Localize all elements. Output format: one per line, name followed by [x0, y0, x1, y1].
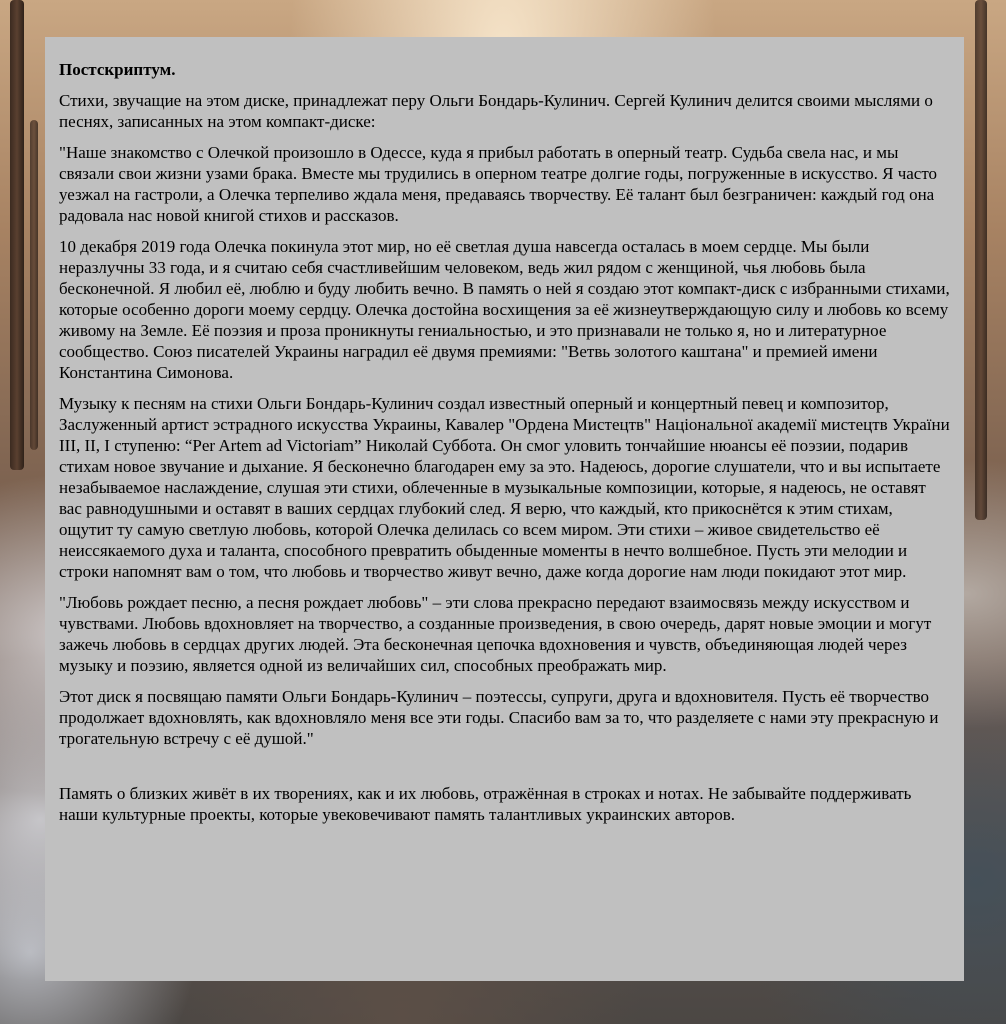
background-tree-left: [10, 0, 24, 470]
background-tree-right: [975, 0, 987, 520]
article-paragraph-4: "Любовь рождает песню, а песня рождает любовь" – эти слова прекрасно передают взаимосвязь между искусством и чувствами. Любовь вдохновляет на творчество, а созданные произведения, в свою очередь, дарят новые эмоции и могут зажечь любовь в сердцах других людей. Эта бесконечная цепочка вдохновения и чувств, объединяющая людей через музыку и поэзию, является одной из величайших сил, способных преображать мир.: [59, 593, 932, 675]
article-paragraph-3: Музыку к песням на стихи Ольги Бондарь-Кулинич создал известный оперный и концертный певец и композитор, Заслуженный артист эстрадного искусства Украины, Кавалер "Ордена Мистецтв" Національної академії мистецтв України III, II, I ступеню: “Per Artem ad Victoriam” Николай Суббота. Он смог уловить тончайшие нюансы её поэзии, подарив стихам новое звучание и дыхание. Я бесконечно благодарен ему за это. Надеюсь, дорогие слушатели, что и вы испытаете незабываемое наслаждение, слушая эти стихи, облеченные в музыкальные композиции, которые, я надеюсь, не оставят вас равнодушными и оставят в ваших сердцах глубокий след. Я верю, что каждый, кто прикоснётся к этим стихам, ощутит ту самую светлую любовь, которой Олечка делилась со всем миром. Эти стихи – живое свидетельство её неиссякаемого духа и таланта, способного превратить обыденные моменты в нечто волшебное. Пусть эти мелодии и строки напомнят вам о том, что любовь и творчество живут вечно, даже когда дорогие нам люди покидают этот мир.: [59, 394, 950, 581]
text-panel: [45, 37, 964, 981]
article-paragraph-5: Этот диск я посвящаю памяти Ольги Бондарь-Кулинич – поэтессы, супруги, друга и вдохновителя. Пусть её творчество продолжает вдохновлять, как вдохновляло меня все эти годы. Спасибо вам за то, что разделяете с нами эту прекрасную и трогательную встречу с её душой.": [59, 687, 939, 748]
article-title: Постскриптум.: [59, 60, 176, 79]
article-intro: Стихи, звучащие на этом диске, принадлежат перу Ольги Бондарь-Кулинич. Сергей Кулинич делится своими мыслями о песнях, записанных на этом компакт-диске:: [59, 91, 933, 131]
background-tree-left-far: [30, 120, 38, 450]
article-paragraph-1: "Наше знакомство с Олечкой произошло в Одессе, куда я прибыл работать в оперный театр. Судьба свела нас, и мы связали свои жизни узами брака. Вместе мы трудились в оперном театре долгие годы, погруженные в искусство. Я часто уезжал на гастроли, а Олечка терпеливо ждала меня, предаваясь творчеству. Её талант был безграничен: каждый год она радовала нас новой книгой стихов и рассказов.: [59, 143, 938, 225]
article-closing: Память о близких живёт в их творениях, как и их любовь, отражённая в строках и нотах. Не забывайте поддерживать наши культурные проекты, которые увековечивают память талантливых украинских авторов.: [59, 784, 912, 824]
article-paragraph-2: 10 декабря 2019 года Олечка покинула этот мир, но её светлая душа навсегда осталась в моем сердце. Мы были неразлучны 33 года, и я считаю себя счастливейшим человеком, ведь жил рядом с женщиной, чья любовь была бесконечной. Я любил её, люблю и буду любить вечно. В память о ней я создаю этот компакт-диск с избранными стихами, которые особенно дороги моему сердцу. Олечка достойна восхищения за её жизнеутверждающую силу и любовь ко всему живому на Земле. Её поэзия и проза проникнуты гениальностью, и это признавали не только я, но и литературное сообщество. Союз писателей Украины наградил её двумя премиями: "Ветвь золотого каштана" и премией имени Константина Симонова.: [59, 237, 950, 382]
